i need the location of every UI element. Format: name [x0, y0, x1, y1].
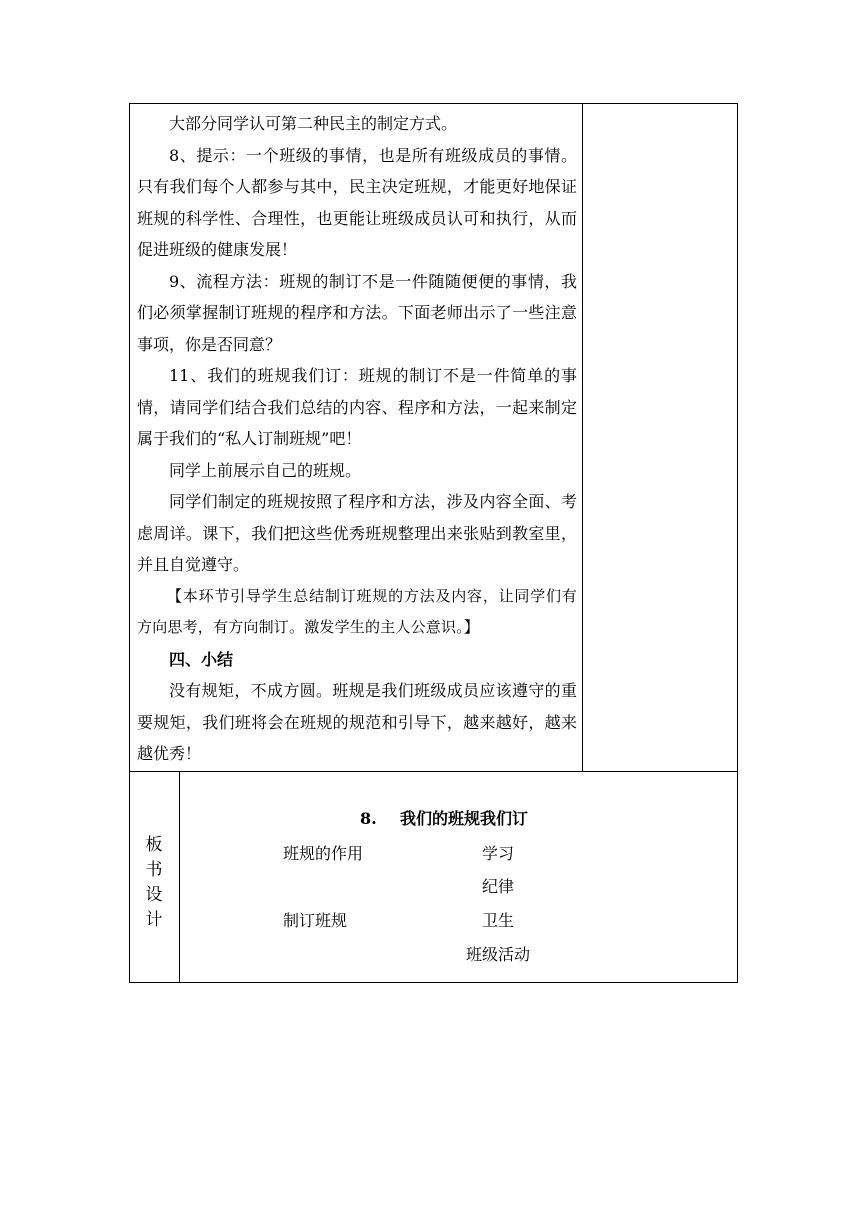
board-left-item: 班规的作用: [283, 844, 364, 863]
paragraph: 同学上前展示自己的班规。: [169, 460, 362, 480]
board-label-char: 计: [145, 910, 163, 930]
teaching-note: 【本环节引导学生总结制订班规的方法及内容，让同学们有方向思考，有方向制订。激发学生的主人公意识。】: [137, 586, 577, 636]
paragraph: 9、流程方法：班规的制订不是一件随随便便的事情，我们必须掌握制订班规的程序和方法。下面老师出示了一些注意事项，你是否同意？: [137, 271, 577, 354]
paragraph: 11、我们的班规我们订：班规的制订不是一件简单的事情，请同学们结合我们总结的内容、程序和方法，一起来制定属于我们的“私人订制班规”吧！: [137, 366, 577, 448]
board-label-char: 设: [145, 885, 163, 905]
paragraph: 8、提示：一个班级的事情，也是所有班级成员的事情。只有我们每个人都参与其中，民主决定班规，才能更好地保证班规的科学性、合理性，也更能让班级成员认可和执行，从而促进班级的健康发展！: [137, 145, 577, 259]
paragraph: 大部分同学认可第二种民主的制定方式。: [169, 114, 458, 133]
paragraph: 同学们制定的班规按照了程序和方法，涉及内容全面、考虑周详。课下，我们把这些优秀班规整理出来张贴到教室里，并且自觉遵守。: [137, 492, 577, 574]
board-right-item: 班级活动: [466, 945, 531, 964]
board-title: [360, 806, 528, 829]
board-title-text: 我们的班规我们订: [400, 809, 529, 828]
board-label-divider: [179, 771, 180, 983]
board-title-number: 8.: [360, 809, 377, 828]
board-label-char: 板: [145, 835, 163, 855]
board-design-label: [130, 833, 178, 933]
table-row-divider: [129, 771, 738, 772]
board-left-item: 制订班规: [283, 911, 348, 930]
table-column-divider: [582, 103, 583, 772]
lesson-content: [137, 108, 577, 770]
board-right-item: 卫生: [482, 911, 515, 930]
board-right-item: 纪律: [482, 877, 515, 896]
board-right-item: 学习: [482, 844, 515, 863]
board-label-char: 书: [145, 860, 163, 880]
section-heading: 四、小结: [169, 649, 234, 669]
paragraph: 没有规矩，不成方圆。班规是我们班级成员应该遵守的重要规矩，我们班将会在班规的规范和引导下，越来越好，越来越优秀！: [137, 681, 577, 763]
